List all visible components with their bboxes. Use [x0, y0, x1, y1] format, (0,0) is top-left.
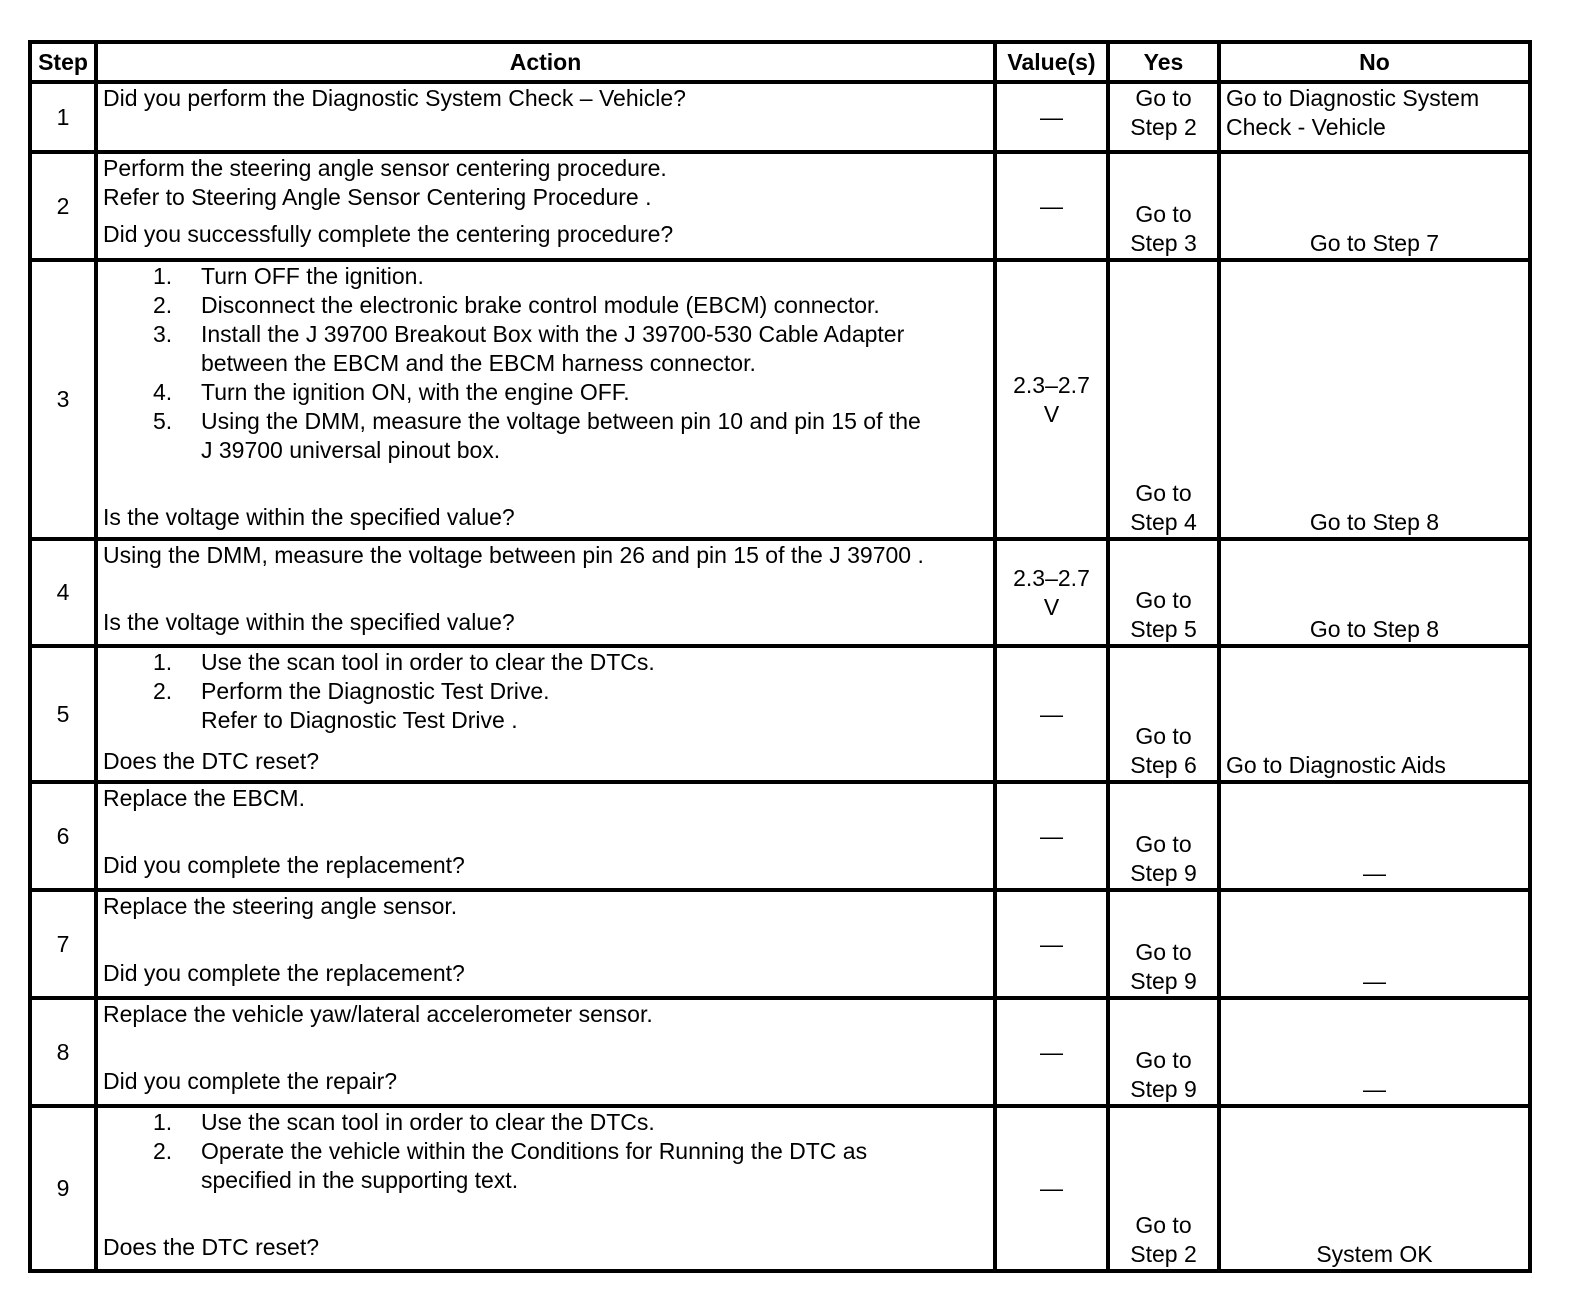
no-link[interactable]: Go to Diagnostic Aids	[1226, 752, 1446, 778]
table-row	[30, 152, 1530, 260]
header-no: No	[1219, 42, 1530, 82]
list-item: 4. Turn the ignition ON, with the engine OFF.	[153, 379, 630, 405]
no-cell	[1219, 998, 1530, 1106]
value-cell: —	[995, 1106, 1108, 1271]
yes-cell	[1108, 782, 1219, 890]
list-item: 1. Use the scan tool in order to clear the DTCs.	[153, 649, 655, 675]
yes-link[interactable]: Go to	[1135, 939, 1192, 965]
action-question: Did you complete the replacement?	[103, 852, 465, 878]
no-dash: —	[1363, 968, 1386, 994]
action-question: Did you complete the replacement?	[103, 960, 465, 986]
yes-link[interactable]: Go to	[1135, 1212, 1192, 1238]
action-question: Does the DTC reset?	[103, 748, 320, 774]
action-text: Replace the EBCM.	[103, 785, 305, 811]
list-item: 3. Install the J 39700 Breakout Box with the J 39700-530 Cable Adapter between the EBCM and the EBCM harness connector.	[153, 321, 905, 376]
action-text: Replace the steering angle sensor.	[103, 893, 458, 919]
step-number: 4	[30, 539, 96, 646]
header-values: Value(s)	[995, 42, 1108, 82]
no-link[interactable]: System OK	[1316, 1241, 1433, 1267]
yes-link[interactable]: Step 4	[1130, 509, 1197, 535]
yes-link[interactable]: Go to	[1135, 587, 1192, 613]
table-row	[30, 260, 1530, 539]
action-text: Replace the vehicle yaw/lateral accelerometer sensor.	[103, 1001, 653, 1027]
step-number: 6	[30, 782, 96, 890]
procedure-list	[103, 648, 988, 735]
procedure-list	[103, 1108, 988, 1195]
table-row	[30, 782, 1530, 890]
yes-link[interactable]: Step 9	[1130, 968, 1197, 994]
yes-link[interactable]: Step 6	[1130, 752, 1197, 778]
header-step: Step	[30, 42, 96, 82]
header-yes: Yes	[1108, 42, 1219, 82]
action-cell	[96, 998, 995, 1106]
step-number: 7	[30, 890, 96, 998]
yes-link[interactable]: Go to	[1135, 201, 1192, 227]
yes-link[interactable]: Step 9	[1130, 860, 1197, 886]
action-text: Did you perform the Diagnostic System Check – Vehicle?	[103, 85, 686, 111]
yes-cell	[1108, 260, 1219, 539]
diagnostic-table	[28, 40, 1532, 1273]
table-row	[30, 890, 1530, 998]
no-dash: —	[1363, 1076, 1386, 1102]
step-number: 5	[30, 646, 96, 782]
value-cell: —	[995, 998, 1108, 1106]
step-number: 2	[30, 152, 96, 260]
action-text: Refer to Steering Angle Sensor Centering Procedure .	[103, 184, 652, 210]
no-dash: —	[1363, 860, 1386, 886]
list-item: 2. Disconnect the electronic brake control module (EBCM) connector.	[153, 292, 880, 318]
value-cell: —	[995, 646, 1108, 782]
action-cell	[96, 1106, 995, 1271]
no-link[interactable]: Go to Step 8	[1309, 509, 1440, 535]
yes-link[interactable]: Go to	[1135, 723, 1192, 749]
action-cell	[96, 890, 995, 998]
action-cell	[96, 646, 995, 782]
no-cell	[1219, 260, 1530, 539]
yes-link[interactable]: Go to	[1135, 480, 1192, 506]
header-row	[30, 42, 1530, 82]
list-item: 2. Perform the Diagnostic Test Drive. Refer to Diagnostic Test Drive .	[153, 678, 550, 733]
no-cell	[1219, 82, 1530, 152]
action-question: Did you successfully complete the centering procedure?	[103, 221, 674, 247]
step-number: 1	[30, 82, 96, 152]
step-number: 9	[30, 1106, 96, 1271]
action-cell	[96, 82, 995, 152]
yes-cell	[1108, 82, 1219, 152]
list-item: 1. Turn OFF the ignition.	[153, 263, 424, 289]
header-action: Action	[96, 42, 995, 82]
action-text: Perform the steering angle sensor centering procedure.	[103, 155, 667, 181]
action-cell	[96, 539, 995, 646]
yes-link[interactable]: Step 2	[1130, 114, 1197, 140]
no-cell	[1219, 1106, 1530, 1271]
action-question: Is the voltage within the specified value?	[103, 609, 515, 635]
value-cell: 2.3–2.7 V	[995, 260, 1108, 539]
value-cell: —	[995, 82, 1108, 152]
no-cell	[1219, 646, 1530, 782]
no-link[interactable]: Go to Step 8	[1309, 616, 1440, 642]
no-link[interactable]: Go to Diagnostic System	[1226, 85, 1480, 111]
no-cell	[1219, 890, 1530, 998]
yes-link[interactable]: Go to	[1135, 1047, 1192, 1073]
action-question: Does the DTC reset?	[103, 1234, 320, 1260]
no-link[interactable]: Check - Vehicle	[1226, 114, 1386, 140]
yes-link[interactable]: Go to	[1135, 85, 1192, 111]
no-cell	[1219, 782, 1530, 890]
no-link[interactable]: Go to Step 7	[1309, 230, 1440, 256]
value-cell: —	[995, 782, 1108, 890]
yes-cell	[1108, 890, 1219, 998]
yes-cell	[1108, 539, 1219, 646]
list-item: 5. Using the DMM, measure the voltage between pin 10 and pin 15 of the J 39700 universal pinout box.	[153, 408, 921, 463]
yes-link[interactable]: Go to	[1135, 831, 1192, 857]
list-item: 1. Use the scan tool in order to clear the DTCs.	[153, 1109, 655, 1135]
table-row	[30, 539, 1530, 646]
yes-link[interactable]: Step 5	[1130, 616, 1197, 642]
table-row	[30, 646, 1530, 782]
action-cell	[96, 782, 995, 890]
no-cell	[1219, 152, 1530, 260]
yes-cell	[1108, 646, 1219, 782]
yes-link[interactable]: Step 9	[1130, 1076, 1197, 1102]
action-cell	[96, 260, 995, 539]
value-cell: —	[995, 890, 1108, 998]
yes-link[interactable]: Step 2	[1130, 1241, 1197, 1267]
list-item: 2. Operate the vehicle within the Conditions for Running the DTC as specified in the supporting text.	[153, 1138, 868, 1193]
action-cell	[96, 152, 995, 260]
step-number: 8	[30, 998, 96, 1106]
yes-cell	[1108, 1106, 1219, 1271]
table-row	[30, 82, 1530, 152]
value-cell: 2.3–2.7 V	[995, 539, 1108, 646]
no-cell	[1219, 539, 1530, 646]
action-question: Is the voltage within the specified value?	[103, 504, 515, 530]
yes-link[interactable]: Step 3	[1130, 230, 1197, 256]
yes-cell	[1108, 998, 1219, 1106]
action-question: Did you complete the repair?	[103, 1068, 398, 1094]
table-row	[30, 1106, 1530, 1271]
step-number: 3	[30, 260, 96, 539]
procedure-list	[103, 262, 988, 465]
action-text: Using the DMM, measure the voltage between pin 26 and pin 15 of the J 39700 .	[103, 542, 924, 568]
table-row	[30, 998, 1530, 1106]
value-cell: —	[995, 152, 1108, 260]
yes-cell	[1108, 152, 1219, 260]
